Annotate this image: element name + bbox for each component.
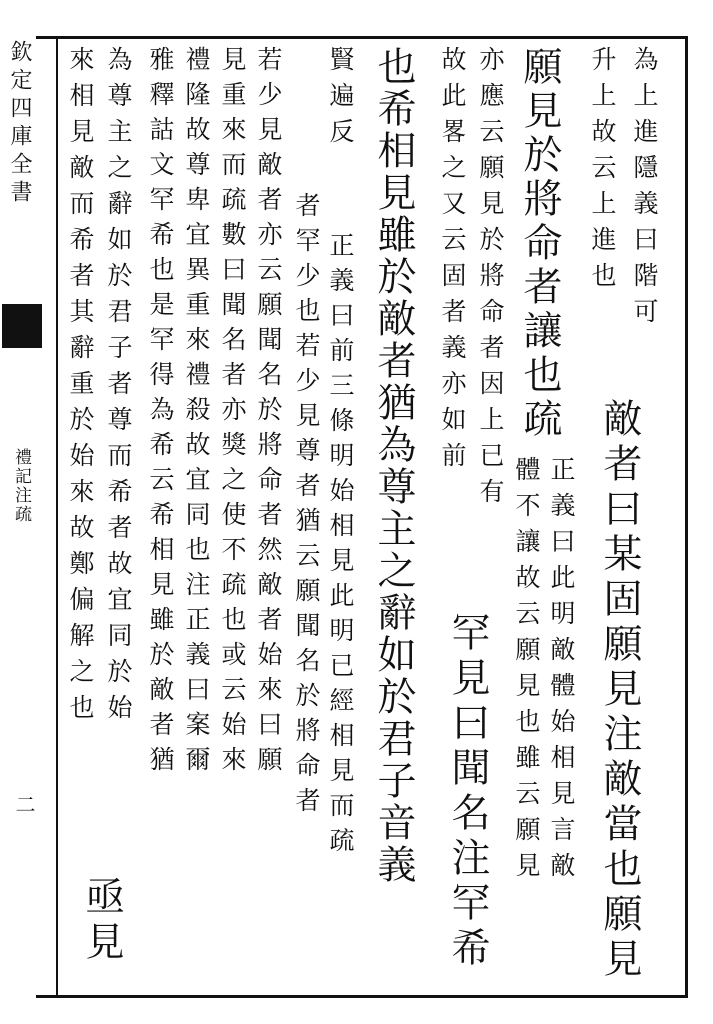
text-column-2a: 正義曰此明敵體始相見言敵 (547, 456, 576, 888)
text-column-10: 為尊主之辭如於君子者尊而希者故宜同於始 (104, 46, 133, 730)
text-column-5c: 者罕少也若少見尊者猶云願聞名於將命者 (292, 192, 321, 822)
text-column-5a: 賢遍反 (326, 46, 355, 154)
text-column-2: 願見於將命者讓也疏 (517, 46, 562, 442)
text-column-3b: 故此畧之又云固者義亦如前 (438, 46, 467, 478)
text-column-6: 若少見敵者亦云願聞名於將命者然敵者始來曰願 (254, 46, 283, 781)
book-title: 禮記注疏 (11, 448, 31, 524)
text-column-5b: 正義曰前三條明始相見此明已經相見而疏 (326, 232, 355, 862)
text-column-7: 見重來而疏數曰聞名者亦獎之使不疏也或云始來 (218, 46, 247, 781)
text-column-1: 敵者曰某固願見注敵當也願見 (597, 398, 642, 983)
fishtail-mark (2, 304, 42, 348)
margin-gutter (0, 36, 58, 998)
text-column-1a: 為上進隱義曰階可 (630, 46, 659, 334)
page-number: 二 (12, 794, 36, 814)
library-label: 欽定四庫全書 (7, 40, 32, 208)
text-column-8: 禮隆故尊卑宜異重來禮殺故宜同也注正義曰案爾 (182, 46, 211, 781)
text-column-3a: 亦應云願見於將命者因上已有 (476, 46, 505, 514)
text-column-12: 亟見 (79, 876, 124, 966)
text-column-11: 來相見敵而希者其辭重於始來故鄭偏解之也 (66, 46, 95, 730)
text-column-9: 雅釋詁文罕希也是罕得為希云希相見雖於敵者猶 (146, 46, 175, 781)
text-column-1b: 升上故云上進也 (588, 46, 617, 298)
text-column-4: 也希相見雖於敵者猶為尊主之辭如於君子音義 (371, 46, 416, 886)
text-column-3: 罕見曰聞名注罕希 (445, 612, 490, 972)
text-column-2b: 體不讓故云願見也雖云願見 (512, 456, 541, 888)
